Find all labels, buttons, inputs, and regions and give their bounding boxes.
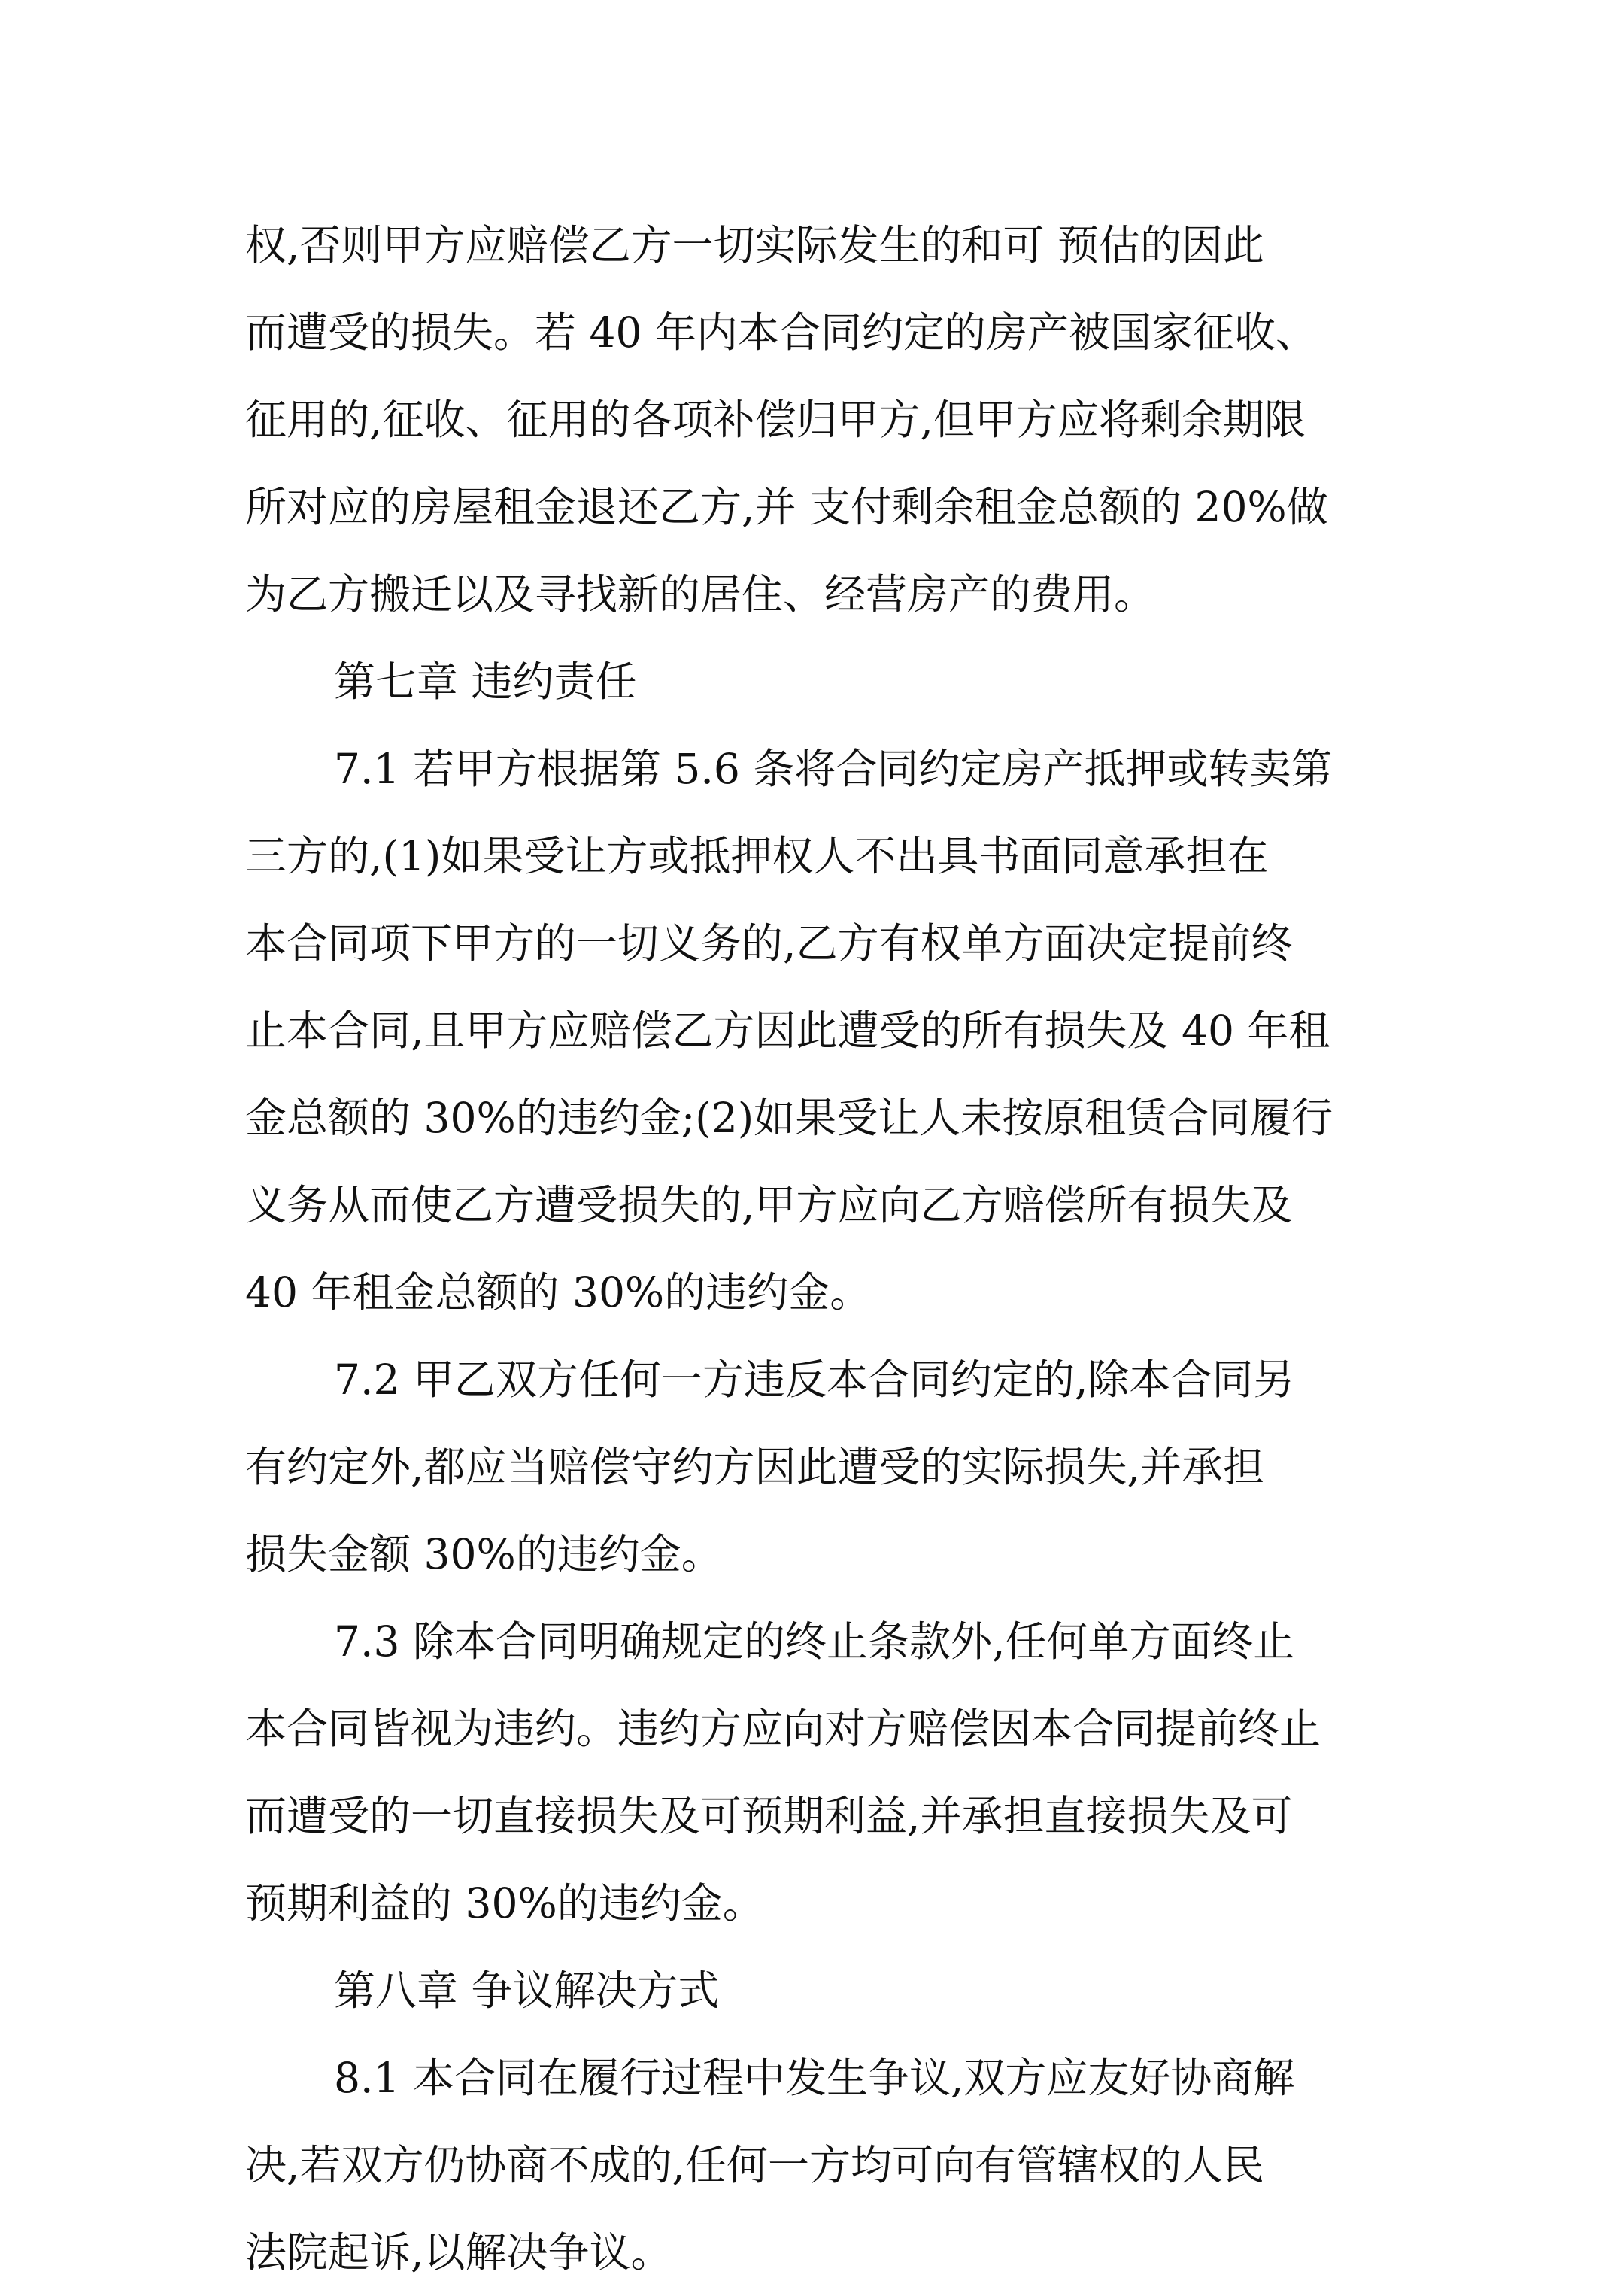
paragraph-6-continuation-line-4: 所对应的房屋租金退还乙方,并 支付剩余租金总额的 20%做 [245, 483, 1328, 531]
clause-7-1-line-1: 7.1 若甲方根据第 5.6 条将合同约定房产抵押或转卖第 [334, 745, 1333, 793]
clause-8-1-line-2: 决,若双方仍协商不成的,任何一方均可向有管辖权的人民 [245, 2141, 1264, 2189]
clause-7-3-line-2: 本合同皆视为违约。违约方应向对方赔偿因本合同提前终止 [245, 1705, 1321, 1753]
clause-7-2-line-3: 损失金额 30%的违约金。 [245, 1530, 723, 1578]
paragraph-6-continuation-line-2: 而遭受的损失。若 40 年内本合同约定的房产被国家征收、 [245, 308, 1317, 357]
clause-7-3-line-4: 预期利益的 30%的违约金。 [245, 1879, 764, 1927]
clause-7-1-line-3: 本合同项下甲方的一切义务的,乙方有权单方面决定提前终 [245, 919, 1293, 967]
clause-7-2-line-1: 7.2 甲乙双方任何一方违反本合同约定的,除本合同另 [334, 1356, 1295, 1404]
clause-7-2-line-2: 有约定外,都应当赔偿守约方因此遭受的实际损失,并承担 [245, 1443, 1264, 1491]
clause-7-1-line-5: 金总额的 30%的违约金;(2)如果受让人未按原租赁合同履行 [245, 1094, 1333, 1142]
clause-7-1-line-6: 义务从而使乙方遭受损失的,甲方应向乙方赔偿所有损失及 [245, 1181, 1293, 1229]
chapter-8-heading: 第八章 争议解决方式 [334, 1966, 720, 2015]
paragraph-6-continuation-line-3: 征用的,征收、征用的各项补偿归甲方,但甲方应将剩余期限 [245, 396, 1306, 444]
clause-7-1-line-2: 三方的,(1)如果受让方或抵押权人不出具书面同意承担在 [245, 832, 1269, 880]
clause-7-3-line-1: 7.3 除本合同明确规定的终止条款外,任何单方面终止 [334, 1617, 1295, 1666]
paragraph-6-continuation-line-1: 权,否则甲方应赔偿乙方一切实际发生的和可 预估的因此 [245, 221, 1264, 269]
paragraph-6-continuation-line-5: 为乙方搬迁以及寻找新的居住、经营房产的费用。 [245, 570, 1156, 618]
clause-7-3-line-3: 而遭受的一切直接损失及可预期利益,并承担直接损失及可 [245, 1792, 1293, 1840]
clause-8-1-line-1: 8.1 本合同在履行过程中发生争议,双方应友好协商解 [334, 2054, 1295, 2102]
clause-7-1-line-7: 40 年租金总额的 30%的违约金。 [245, 1268, 872, 1317]
contract-text [245, 202, 1381, 2296]
chapter-7-heading: 第七章 违约责任 [334, 658, 637, 706]
clause-7-1-line-4: 止本合同,且甲方应赔偿乙方因此遭受的所有损失及 40 年租 [245, 1007, 1330, 1055]
clause-8-1-line-3: 法院起诉,以解决争议。 [245, 2228, 672, 2276]
